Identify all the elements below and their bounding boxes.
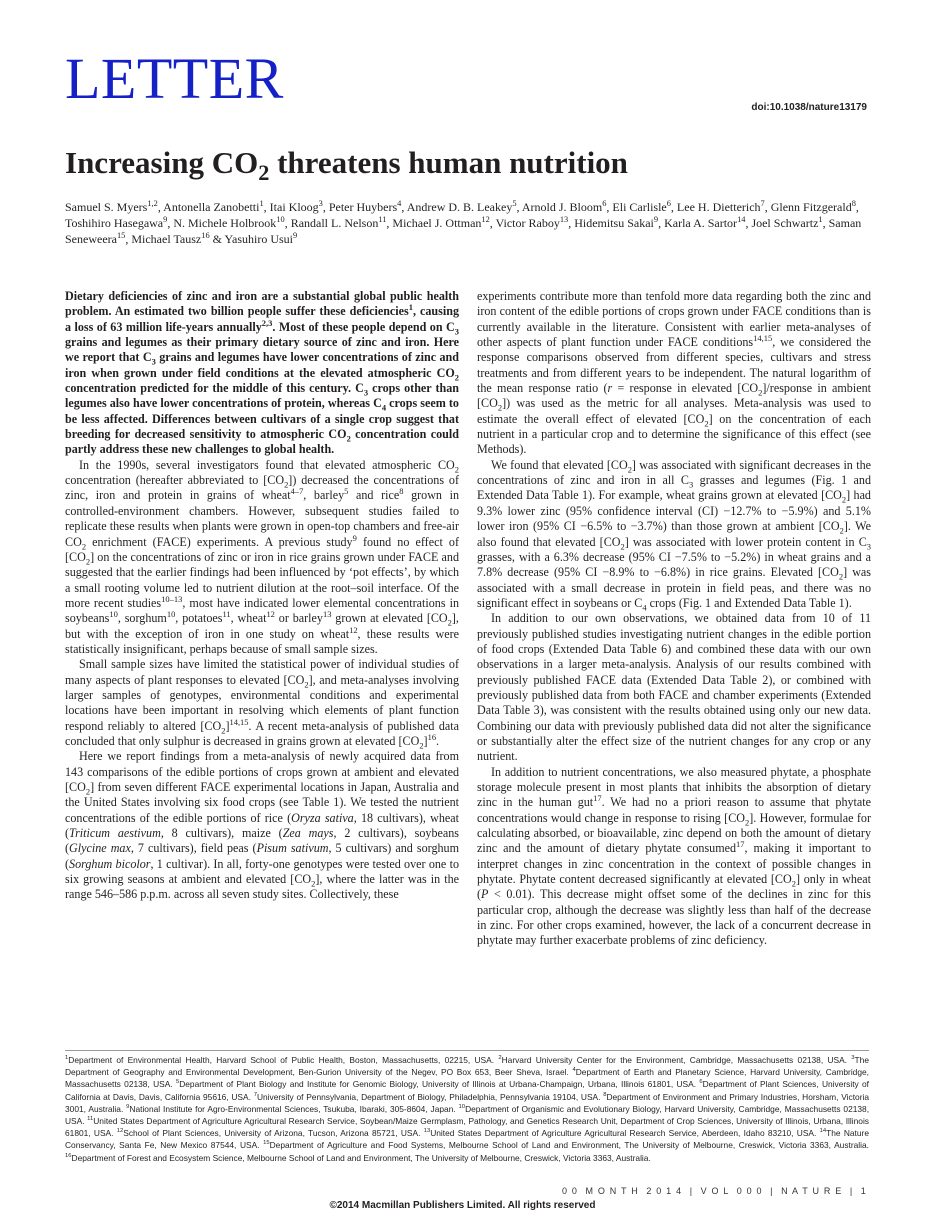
author-name: Peter Huybers bbox=[328, 200, 398, 214]
author-affiliation-mark: 13 bbox=[559, 215, 569, 224]
body-paragraph: Small sample sizes have limited the statistical power of individual studies of many aspects of plant responses to elevated $[CO_2]$, and meta-analyses involving larger samples of genotypes, environmental conditions and experimental locations have been important in resolving which elements of plant function respond reliably to altered $[CO_2]^{14,15}$. A recent meta-analysis of published data concluded that only sulphur is decreased in grains grown at elevated $[CO_2]^{16}$. bbox=[65, 657, 459, 751]
author-affiliation-mark: 1,2 bbox=[147, 199, 158, 208]
author-name: Victor Raboy bbox=[495, 216, 560, 230]
left-column bbox=[65, 289, 459, 903]
body-paragraph: In addition to our own observations, we obtained data from 10 of 11 previously published studies investigating nutrient changes in the edible portion of food crops (Extended Data Table 6) and combined these data with our own observations in a larger meta-analysis. Analysis of our results combined with previously published FACE data (Extended Data Table 2), or combined with previously published data from both FACE and chamber experiments (Extended Data Table 3), was consistent with the results obtained using only our new data. Combining our data with previously published data did not alter the significance or substantially alter the effect size of the nutrient changes for any crop or any nutrient. bbox=[477, 611, 871, 764]
author-name: Andrew D. B. Leakey bbox=[406, 200, 513, 214]
author-affiliation-mark: 9 bbox=[293, 231, 298, 240]
section-label: LETTER bbox=[65, 46, 284, 111]
title-part-2: threatens human nutrition bbox=[269, 145, 628, 180]
author-affiliation-mark: 9 bbox=[163, 215, 168, 224]
author-affiliation-mark: 12 bbox=[481, 215, 490, 224]
author-affiliation-mark: 9 bbox=[653, 215, 659, 224]
author-name: Michael J. Ottman bbox=[392, 216, 482, 230]
doi-link[interactable]: doi:10.1038/nature13179 bbox=[751, 102, 867, 113]
author-affiliation-mark: 6 bbox=[666, 199, 671, 208]
author-name: Glenn Fitzgerald bbox=[770, 200, 852, 214]
author-affiliation-mark: 5 bbox=[512, 199, 517, 208]
author-name: Toshihiro Hasegawa bbox=[65, 216, 164, 230]
right-column bbox=[477, 289, 871, 949]
author-list: Samuel S. Myers$^{1,2}$, Antonella Zanobetti$^1$, Itai Kloog$^3$, Peter Huybers$^4$, Andrew D. B. Leakey$^5$, Arnold J. Bloom$^6$, Eli Carlisle$^6$, Lee H. Dietterich$^7$, Glenn Fitzgerald$^8$, Toshihiro Hasegawa$^9$, N. Michele Holbrook$^{10}$, Randall L. Nelson$^{11}$, Michael J. Ottman$^{12}$, Victor Raboy$^{13}$, Hidemitsu Sakai$^9$, Karla A. Sartor$^{14}$, Joel Schwartz$^1$, Saman Seneweera$^{15}$, Michael Tausz$^{16}$ & Yasuhiro Usui$^9$ bbox=[65, 199, 862, 246]
author-name: Antonella Zanobetti bbox=[163, 200, 260, 214]
author-name: Lee H. Dietterich bbox=[676, 200, 761, 214]
author-name: Saman Seneweera bbox=[65, 216, 862, 246]
copyright-notice: ©2014 Macmillan Publishers Limited. All rights reserved bbox=[329, 1200, 596, 1211]
author-name: Karla A. Sartor bbox=[664, 216, 738, 230]
author-affiliation-mark: 6 bbox=[602, 199, 607, 208]
body-paragraph: In the 1990s, several investigators found that elevated atmospheric $CO_2$ concentration (hereafter abbreviated to $[CO_2]$) decreased the concentrations of zinc, iron and protein in grains of wheat$^{4-7}$, barley$^5$ and rice$^8$ grown in controlled-environment chambers. However, subsequent studies failed to replicate these results when plants were grown in open-top chambers and free-air $CO_2$ enrichment (FACE) experiments. A previous study$^9$ found no effect of $[CO_2]$ on the concentrations of zinc or iron in rice grains grown under FACE and suggested that the earlier findings had been influenced by ‘pot effects’, by which a small rooting volume led to nutrient dilution at the root–soil interface. Of the more recent studies$^{10-13}$, most have indicated lower elemental concentrations in soybeans$^{10}$, sorghum$^{10}$, potatoes$^{11}$, wheat$^{12}$ or barley$^{13}$ grown at elevated $[CO_2]$, but with the exception of iron in one study on wheat$^{12}$, these results were statistically insignificant, perhaps because of small sample sizes. bbox=[65, 457, 460, 656]
author-name: Joel Schwartz bbox=[751, 216, 819, 230]
title-subscript: 2 bbox=[258, 160, 270, 186]
author-affiliation-mark: 7 bbox=[760, 199, 765, 208]
abstract-paragraph: Dietary deficiencies of zinc and iron are a substantial global public health problem. An estimated two billion people suffer these deficiencies$^1$, causing a loss of 63 million life-years annually$^{2,3}$. Most of these people depend on $C_3$ grains and legumes as their primary dietary source of zinc and iron. Here we report that $C_3$ grains and legumes have lower concentrations of zinc and iron when grown under field conditions at the elevated atmospheric $CO_2$ concentration predicted for the middle of this century. $C_3$ crops other than legumes also have lower concentrations of protein, whereas $C_4$ crops seem to be less affected. Differences between cultivars of a single crop suggest that breeding for decreased sensitivity to atmospheric $CO_2$ concentration could partly address these new challenges to global health. bbox=[65, 289, 459, 457]
author-name: Michael Tausz bbox=[131, 232, 202, 246]
author-affiliation-mark: 3 bbox=[318, 199, 323, 208]
author-name: Hidemitsu Sakai bbox=[574, 216, 654, 230]
author-affiliation-mark: 15 bbox=[116, 231, 126, 240]
author-affiliation-mark: 10 bbox=[276, 215, 285, 224]
author-name: Samuel S. Myers bbox=[65, 200, 148, 214]
author-affiliation-mark: 14 bbox=[737, 215, 746, 224]
author-name: Yasuhiro Usui bbox=[224, 232, 293, 246]
author-name: Eli Carlisle bbox=[612, 200, 667, 214]
author-name: Itai Kloog bbox=[269, 200, 319, 214]
article-title bbox=[65, 145, 628, 186]
author-affiliation-mark: 1 bbox=[259, 199, 264, 208]
affiliations-footnote: $^1$Department of Environmental Health, Harvard School of Public Health, Boston, Massachusetts, 02215, USA. $^2$Harvard University Center for the Environment, Cambridge, Massachusetts 02138, USA. $^3$The Department of Geography and Environmental Development, Ben-Gurion University of the Negev, PO Box 653, Beer Sheva, Israel. $^4$Department of Earth and Planetary Science, Harvard University, Cambridge, Massachusetts 02138, USA. $^5$Department of Plant Biology and Institute for Genomic Biology, University of Illinois at Urbana-Champaign, Urbana, Illinois 61801, USA. $^6$Department of Plant Sciences, University of California at Davis, Davis, California 95616, USA. $^7$University of Pennsylvania, Department of Biology, Philadelphia, Pennsylvania 19104, USA. $^8$Department of Environment and Primary Industries, Horsham, Victoria 3001, Australia. $^9$National Institute for Agro-Environmental Sciences, Tsukuba, Ibaraki, 305-8604, Japan. $^{10}$Department of Organismic and Evolutionary Biology, Harvard University, Cambridge, Massachusetts 02138, USA. $^{11}$United States Department of Agriculture Agricultural Research Service, Soybean/Maize Germplasm, Pathology, and Genetics Research Unit, Department of Crop Sciences, University of Illinois, Urbana, Illinois 61801, USA. $^{12}$School of Plant Sciences, University of Arizona, Tucson, Arizona 85721, USA. $^{13}$United States Department of Agriculture Agricultural Research Service, Aberdeen, Idaho 83210, USA. $^{14}$The Nature Conservancy, Santa Fe, New Mexico 87544, USA. $^{15}$Department of Agriculture and Food Systems, Melbourne School of Land and Environment, The University of Melbourne, Creswick, Victoria 3363, Australia. $^{16}$Department of Forest and Ecosystem Science, Melbourne School of Land and Environment, The University of Melbourne, Creswick, Victoria 3363, Australia. bbox=[65, 1050, 869, 1164]
author-name: Randall L. Nelson bbox=[290, 216, 379, 230]
body-paragraph: In addition to nutrient concentrations, we also measured phytate, a phosphate storage molecule present in most plants that inhibits the absorption of dietary zinc in the human gut$^{17}$. We had no a priori reason to assume that phytate concentrations would change in response to rising $[CO_2]$. However, formulae for calculating absorbed, or bioavailable, zinc depend on both the amount of dietary zinc and the amount of dietary phytate consumed$^{17}$, making it important to interpret changes in zinc concentration in the context of possible changes in phytate. Phytate content decreased significantly at elevated $[CO_2]$ only in wheat (P < 0.01). This decrease might offset some of the declines in zinc for this particular crop, although the decrease was slightly less than half of the decrease in zinc. For other crops examined, however, the lack of a concurrent decrease in phytate may further exacerbate problems of zinc deficiency. bbox=[477, 764, 871, 948]
body-paragraph: experiments contribute more than tenfold more data regarding both the zinc and iron content of the edible portions of crops grown under FACE conditions than is currently available in the literature. Consistent with earlier meta-analyses of other aspects of plant function under FACE conditions$^{14,15}$, we considered the response comparisons observed from different species, cultivars and stress treatments and from different years to be independent. The natural logarithm of the mean response ratio (r = response in elevated $[CO_2]$/response in ambient $[CO_2]$) was used as the metric for all analyses. Meta-analysis was used to estimate the overall effect of elevated $[CO_2]$ on the concentration of each nutrient in a particular crop and to determine the significance of this effect (see Methods). bbox=[477, 289, 871, 457]
body-paragraph: Here we report findings from a meta-analysis of newly acquired data from 143 comparisons of the edible portions of crops grown at ambient and elevated $[CO_2]$ from seven different FACE experimental locations in Japan, Australia and the United States involving six food crops (see Table 1). We tested the nutrient concentrations of the edible portions of rice (Oryza sativa, 18 cultivars), wheat (Triticum aestivum, 8 cultivars), maize (Zea mays, 2 cultivars), soybeans (Glycine max, 7 cultivars), field peas (Pisum sativum, 5 cultivars) and sorghum (Sorghum bicolor, 1 cultivar). In all, forty-one genotypes were tested over one to six growing seasons at ambient and elevated $[CO_2]$, where the latter was in the range 546–586 p.p.m. across all seven study sites. Collectively, these bbox=[65, 749, 460, 902]
author-affiliation-mark: 11 bbox=[378, 215, 387, 224]
author-affiliation-mark: 8 bbox=[851, 199, 856, 208]
author-name: N. Michele Holbrook bbox=[173, 216, 277, 230]
page-footer: 0 0 M O N T H 2 0 1 4 | V O L 0 0 0 | N A T U R E | 1 bbox=[561, 1186, 867, 1196]
body-paragraph: We found that elevated $[CO_2]$ was associated with significant decreases in the concentrations of zinc and iron in all $C_3$ grasses and legumes (Fig. 1 and Extended Data Table 1). For example, wheat grains grown at elevated $[CO_2]$ had 9.3% lower zinc (95% confidence interval (CI) −12.7% to −5.9%) and 5.1% lower iron (95% CI −6.5% to −3.7%) than those grown at ambient $[CO_2]$. We also found that elevated $[CO_2]$ was associated with lower protein content in $C_3$ grasses, with a 6.3% decrease (95% CI −7.5% to −5.2%) in wheat grains and a 7.8% decrease (95% CI −8.9% to −6.8%) in rice grains. Elevated $[CO_2]$ was associated with a small decrease in protein in field peas, and there was no significant effect in soybeans or $C_4$ crops (Fig. 1 and Extended Data Table 1). bbox=[477, 457, 872, 613]
author-affiliation-mark: 4 bbox=[397, 199, 402, 208]
author-name: Arnold J. Bloom bbox=[521, 200, 603, 214]
title-part-1: Increasing CO bbox=[65, 145, 259, 180]
author-affiliation-mark: 1 bbox=[818, 215, 823, 224]
author-affiliation-mark: 16 bbox=[201, 231, 210, 240]
